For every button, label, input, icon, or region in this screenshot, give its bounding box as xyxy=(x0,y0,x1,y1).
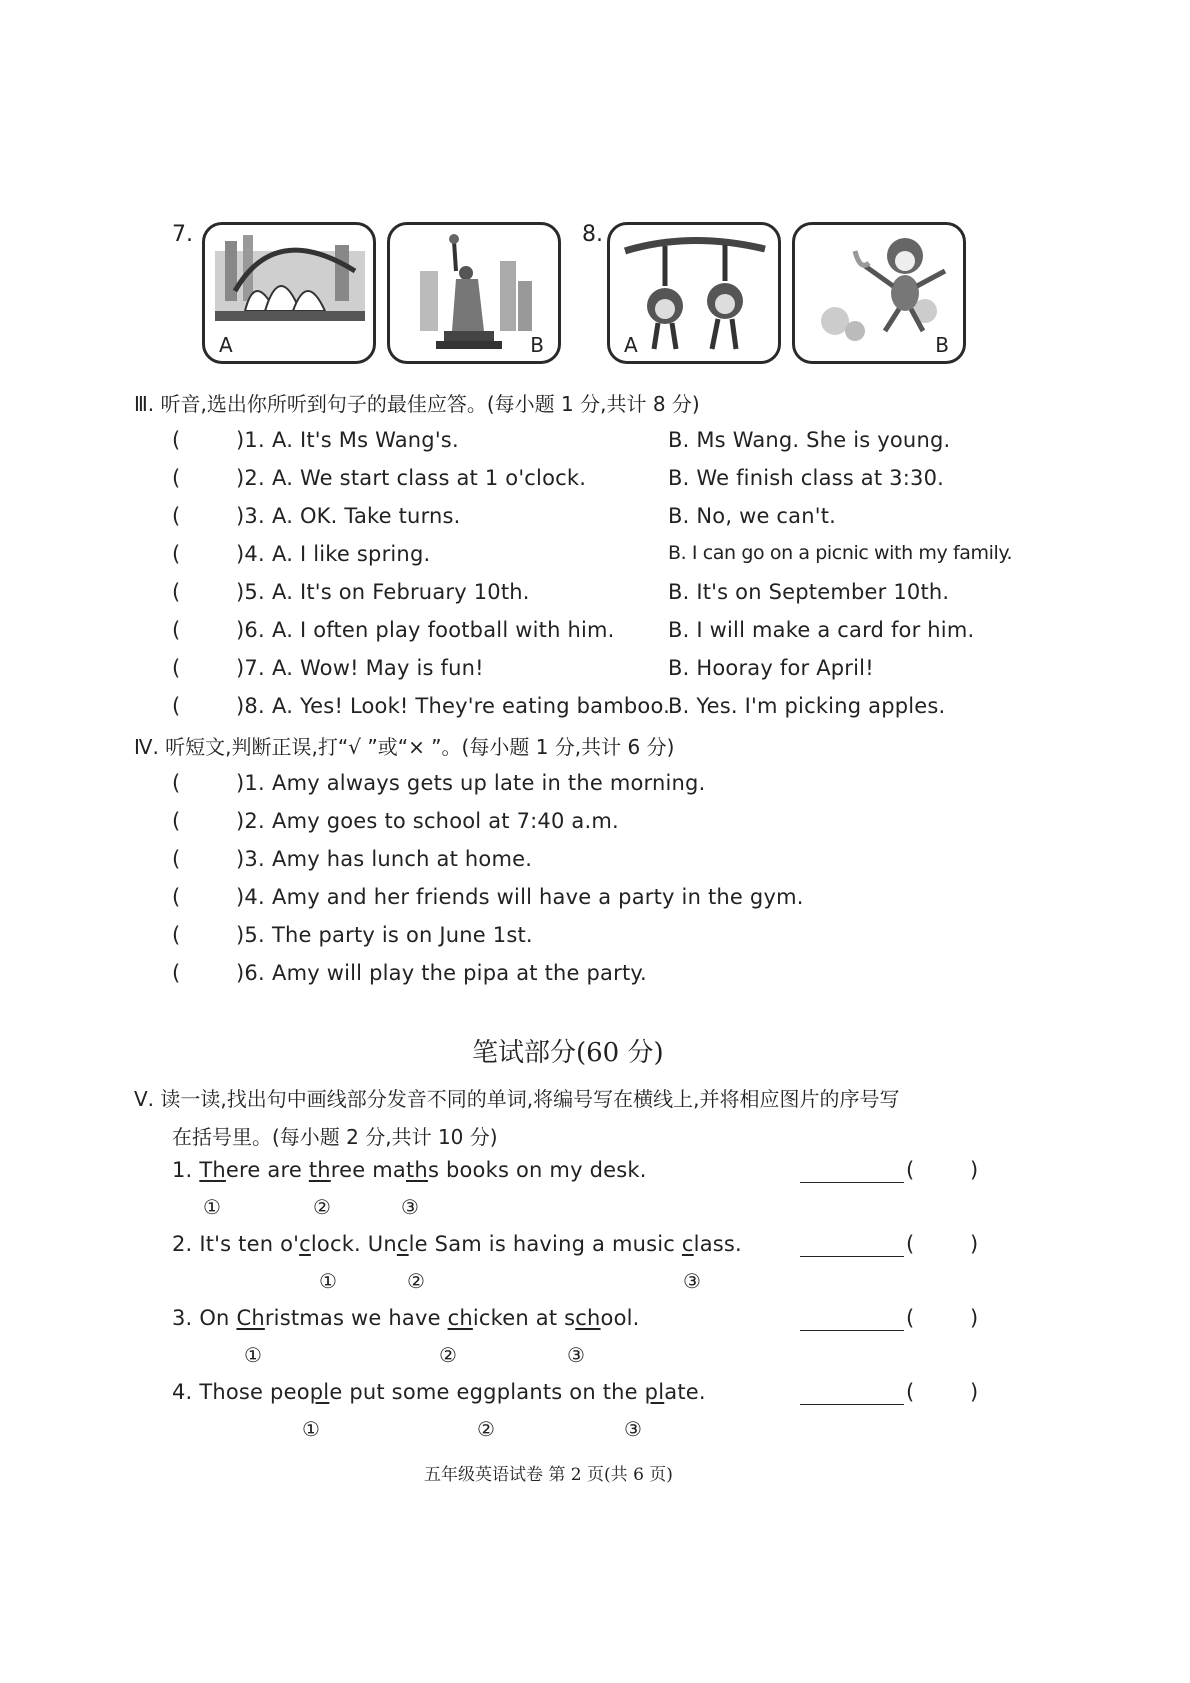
answer-blank[interactable] xyxy=(800,1382,904,1409)
statement-number: )2. xyxy=(236,809,265,833)
marker-2: ② xyxy=(313,1195,331,1219)
page-footer: 五年级英语试卷 第 2 页(共 6 页) xyxy=(424,1465,673,1485)
statement-text: Amy will play the pipa at the party. xyxy=(272,961,647,985)
option-a: A. I like spring. xyxy=(272,542,431,566)
question-number: )3. xyxy=(236,504,265,528)
option-a: A. We start class at 1 o'clock. xyxy=(272,466,587,490)
picture-answer-paren-close: ) xyxy=(970,1158,979,1182)
picture-answer-paren-open[interactable]: ( xyxy=(906,1232,915,1256)
underlined-th-2: th xyxy=(308,1158,331,1182)
statement-number: )4. xyxy=(236,885,265,909)
picture-7b-label: B xyxy=(530,333,544,357)
picture-question-7-number: 7. xyxy=(172,222,193,247)
question-number: )1. xyxy=(236,428,265,452)
statement-number: )6. xyxy=(236,961,265,985)
picture-7a-sydney-opera-house xyxy=(202,222,376,364)
underlined-th-3: th xyxy=(406,1158,428,1182)
question-number: )5. xyxy=(236,580,265,604)
answer-paren[interactable]: ( xyxy=(172,656,181,680)
opera-house-icon xyxy=(215,231,365,331)
underlined-ch-3: ch xyxy=(575,1306,601,1330)
text-segment: It's ten o' xyxy=(199,1232,300,1256)
question-3-number: 3. xyxy=(172,1306,193,1330)
question-number: )2. xyxy=(236,466,265,490)
text-segment: s books on my desk. xyxy=(427,1158,647,1182)
marker-3: ③ xyxy=(683,1269,701,1293)
answer-blank[interactable] xyxy=(800,1160,904,1187)
marker-3: ③ xyxy=(624,1417,642,1441)
marker-1: ① xyxy=(302,1417,320,1441)
option-b: B. We finish class at 3:30. xyxy=(668,466,945,490)
question-4-number: 4. xyxy=(172,1380,193,1404)
answer-paren[interactable]: ( xyxy=(172,580,181,604)
option-a: A. I often play football with him. xyxy=(272,618,615,642)
text-segment: Those peo xyxy=(199,1380,310,1404)
picture-8a-label: A xyxy=(624,333,638,357)
answer-paren[interactable]: ( xyxy=(172,618,181,642)
answer-blank[interactable] xyxy=(800,1308,904,1335)
question-1-number: 1. xyxy=(172,1158,193,1182)
picture-7b-statue-of-liberty xyxy=(387,222,561,364)
picture-answer-paren-close: ) xyxy=(970,1306,979,1330)
underlined-c-1: c xyxy=(299,1232,311,1256)
text-segment: ristmas we have xyxy=(264,1306,448,1330)
written-part-title: 笔试部分(60 分) xyxy=(472,1038,664,1068)
option-a: A. OK. Take turns. xyxy=(272,504,461,528)
option-b: B. I will make a card for him. xyxy=(668,618,975,642)
section-5-header-line-1: Ⅴ. 读一读,找出句中画线部分发音不同的单词,将编号写在横线上,并将相应图片的序号写 xyxy=(134,1087,900,1111)
picture-answer-paren-close: ) xyxy=(970,1232,979,1256)
marker-2: ② xyxy=(407,1269,425,1293)
marker-3: ③ xyxy=(401,1195,419,1219)
text-segment: ma xyxy=(365,1158,406,1182)
option-b: B. Yes. I'm picking apples. xyxy=(668,694,946,718)
text-segment: ree xyxy=(330,1158,366,1182)
answer-paren[interactable]: ( xyxy=(172,847,181,871)
answer-paren[interactable]: ( xyxy=(172,809,181,833)
question-number: )6. xyxy=(236,618,265,642)
answer-paren[interactable]: ( xyxy=(172,923,181,947)
answer-paren[interactable]: ( xyxy=(172,504,181,528)
picture-8b-label: B xyxy=(935,333,949,357)
question-number: )8. xyxy=(236,694,265,718)
statement-text: The party is on June 1st. xyxy=(272,923,533,947)
marker-2: ② xyxy=(477,1417,495,1441)
statement-text: Amy goes to school at 7:40 a.m. xyxy=(272,809,619,833)
text-segment: icken at s xyxy=(472,1306,576,1330)
picture-answer-paren-close: ) xyxy=(970,1380,979,1404)
marker-1: ① xyxy=(319,1269,337,1293)
statement-number: )1. xyxy=(236,771,265,795)
text-segment: lock. Un xyxy=(310,1232,397,1256)
question-2-number: 2. xyxy=(172,1232,193,1256)
text-segment: are xyxy=(260,1158,309,1182)
answer-blank[interactable] xyxy=(800,1234,904,1261)
answer-paren[interactable]: ( xyxy=(172,961,181,985)
section-5-question-2 xyxy=(172,1232,742,1256)
answer-paren[interactable]: ( xyxy=(172,771,181,795)
marker-1: ① xyxy=(203,1195,221,1219)
section-4-header: Ⅳ. 听短文,判断正误,打“√ ”或“× ”。(每小题 1 分,共计 6 分) xyxy=(134,735,675,759)
option-b: B. Hooray for April! xyxy=(668,656,874,680)
answer-paren[interactable]: ( xyxy=(172,428,181,452)
section-5-question-4 xyxy=(172,1380,706,1404)
option-b: B. I can go on a picnic with my family. xyxy=(668,542,1013,564)
answer-paren[interactable]: ( xyxy=(172,885,181,909)
statue-of-liberty-icon xyxy=(400,231,550,351)
section-5-question-1 xyxy=(172,1158,647,1182)
answer-paren[interactable]: ( xyxy=(172,694,181,718)
text-segment: ere xyxy=(225,1158,261,1182)
picture-question-8-number: 8. xyxy=(582,222,603,247)
section-5-header-line-2: 在括号里。(每小题 2 分,共计 10 分) xyxy=(172,1125,498,1149)
monkey-banana-icon xyxy=(805,231,955,351)
option-a: A. Wow! May is fun! xyxy=(272,656,484,680)
picture-8a-monkeys-hanging xyxy=(607,222,781,364)
picture-answer-paren-open[interactable]: ( xyxy=(906,1158,915,1182)
text-segment: lass. xyxy=(693,1232,742,1256)
picture-7a-label: A xyxy=(219,333,233,357)
underlined-ch-2: ch xyxy=(447,1306,473,1330)
underlined-th-1: Th xyxy=(199,1158,226,1182)
underlined-pl-1: pl xyxy=(309,1380,330,1404)
marker-2: ② xyxy=(439,1343,457,1367)
underlined-c-2: c xyxy=(396,1232,409,1256)
text-segment: e put some eggplants on the xyxy=(329,1380,645,1404)
text-segment: On xyxy=(199,1306,237,1330)
option-b: B. No, we can't. xyxy=(668,504,837,528)
question-number: )7. xyxy=(236,656,265,680)
option-a: A. Yes! Look! They're eating bamboo. xyxy=(272,694,671,718)
section-3-header: Ⅲ. 听音,选出你所听到句子的最佳应答。(每小题 1 分,共计 8 分) xyxy=(134,392,700,416)
question-number: )4. xyxy=(236,542,265,566)
underlined-c-3: c xyxy=(681,1232,694,1256)
statement-text: Amy and her friends will have a party in the gym. xyxy=(272,885,804,909)
option-a: A. It's on February 10th. xyxy=(272,580,530,604)
section-5-question-3 xyxy=(172,1306,640,1330)
option-b: B. It's on September 10th. xyxy=(668,580,950,604)
text-segment: ate. xyxy=(664,1380,706,1404)
marker-3: ③ xyxy=(567,1343,585,1367)
answer-paren[interactable]: ( xyxy=(172,542,181,566)
text-segment: ool. xyxy=(600,1306,640,1330)
picture-8b-monkey-with-banana xyxy=(792,222,966,364)
underlined-ch-1: Ch xyxy=(236,1306,265,1330)
underlined-pl-2: pl xyxy=(644,1380,665,1404)
option-a: A. It's Ms Wang's. xyxy=(272,428,459,452)
picture-answer-paren-open[interactable]: ( xyxy=(906,1306,915,1330)
picture-answer-paren-open[interactable]: ( xyxy=(906,1380,915,1404)
statement-text: Amy always gets up late in the morning. xyxy=(272,771,706,795)
option-b: B. Ms Wang. She is young. xyxy=(668,428,951,452)
hanging-monkeys-icon xyxy=(620,231,770,351)
text-segment: le Sam is having a music xyxy=(408,1232,682,1256)
statement-number: )5. xyxy=(236,923,265,947)
statement-text: Amy has lunch at home. xyxy=(272,847,533,871)
statement-number: )3. xyxy=(236,847,265,871)
marker-1: ① xyxy=(244,1343,262,1367)
answer-paren[interactable]: ( xyxy=(172,466,181,490)
